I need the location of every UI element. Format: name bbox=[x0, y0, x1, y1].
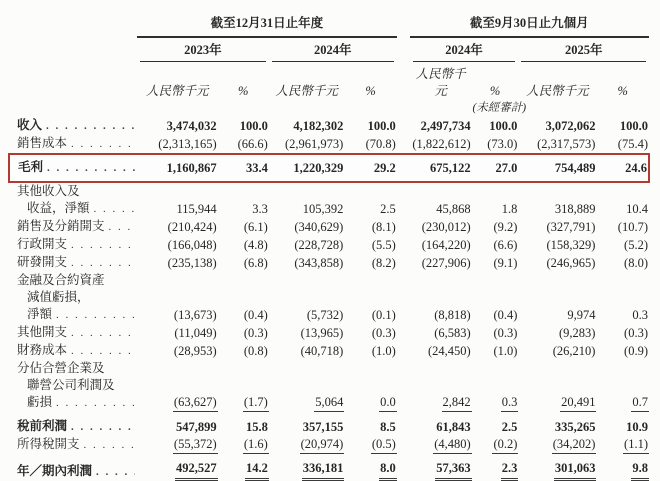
cell-value: (20,974) bbox=[300, 436, 345, 454]
cell-value: (246,965) bbox=[546, 256, 596, 270]
cell-value: 4,182,302 bbox=[293, 119, 344, 133]
percent-header: % bbox=[238, 84, 249, 98]
cell-value: (8.0) bbox=[624, 256, 648, 270]
unit-header: 人民幣千元 bbox=[526, 84, 589, 98]
cell-value: 301,063 bbox=[554, 460, 597, 481]
dot-leader bbox=[109, 218, 135, 236]
header-unaudited-row bbox=[9, 100, 649, 117]
cell-value: 3,474,032 bbox=[166, 119, 217, 133]
cell-value: (10.7) bbox=[617, 220, 648, 234]
cell-value: 57,363 bbox=[435, 460, 471, 481]
row-label-line: 其他收入及 bbox=[17, 184, 80, 198]
row-label: 財務成本 bbox=[17, 343, 68, 357]
cell-value: (0.3) bbox=[371, 326, 396, 340]
cell-value: (34,202) bbox=[552, 436, 597, 454]
cell-value: (0.3) bbox=[624, 326, 648, 340]
table-row-share-of-jv-results bbox=[9, 360, 649, 412]
cell-value: (228,728) bbox=[294, 238, 344, 252]
year-header-2025: 2025年 bbox=[521, 42, 646, 62]
cell-value: 0.3 bbox=[632, 308, 648, 322]
unit-header: 人民幣千元 bbox=[275, 84, 338, 98]
table-row-rd-expenses bbox=[9, 254, 649, 272]
cell-value: (70.8) bbox=[365, 137, 396, 151]
cell-value: (9.2) bbox=[493, 220, 518, 234]
cell-value: 754,489 bbox=[554, 161, 596, 175]
cell-value: 0.3 bbox=[501, 394, 519, 412]
row-label-line: 淨額 bbox=[27, 307, 53, 321]
unit-header: 人民幣千元 bbox=[146, 84, 209, 98]
cell-value: (75.4) bbox=[617, 137, 648, 151]
cell-value: 5,064 bbox=[314, 394, 344, 412]
cell-value: (0.4) bbox=[243, 308, 268, 322]
cell-value: (227,906) bbox=[421, 256, 471, 270]
cell-value: (5.2) bbox=[624, 238, 648, 252]
cell-value: (13,965) bbox=[300, 326, 344, 340]
cell-value: 61,843 bbox=[436, 420, 471, 434]
cell-value: (28,953) bbox=[173, 344, 217, 358]
cell-value: (2,317,573) bbox=[537, 137, 596, 151]
cell-value: (5,732) bbox=[306, 308, 344, 322]
cell-value: (4.8) bbox=[243, 238, 268, 252]
cell-value: (166,048) bbox=[167, 238, 217, 252]
cell-value: (1.0) bbox=[371, 344, 396, 358]
table-row-admin-expenses bbox=[9, 236, 649, 254]
cell-value: (0.1) bbox=[371, 308, 396, 322]
cell-value: 336,181 bbox=[302, 460, 345, 481]
row-label: 其他開支 bbox=[17, 325, 68, 339]
cell-value: 33.4 bbox=[245, 161, 268, 175]
dot-leader bbox=[46, 117, 135, 135]
cell-value: (6.8) bbox=[243, 256, 268, 270]
cell-value: 3.3 bbox=[252, 202, 268, 216]
dot-leader bbox=[96, 463, 135, 481]
dot-leader bbox=[56, 394, 135, 412]
cell-value: (235,138) bbox=[167, 256, 217, 270]
cell-value: (0.5) bbox=[371, 436, 397, 454]
cell-value: 14.2 bbox=[245, 460, 269, 481]
cell-value: 1,160,867 bbox=[166, 161, 217, 175]
cell-value: (63,627) bbox=[173, 394, 218, 412]
cell-value: 15.8 bbox=[245, 420, 268, 434]
row-label-line: 虧損 bbox=[27, 395, 53, 409]
cell-value: 100.0 bbox=[239, 119, 268, 133]
row-label: 研發開支 bbox=[17, 255, 68, 269]
cell-value: 492,527 bbox=[175, 460, 218, 481]
cell-value: (0.8) bbox=[243, 344, 268, 358]
table-row-impairment-losses bbox=[9, 272, 649, 324]
row-label-line: 分佔合營企業及 bbox=[17, 361, 105, 375]
table-row-cost-of-sales bbox=[9, 135, 649, 154]
row-label-line: 減值虧損， bbox=[27, 290, 90, 304]
cell-value: 357,155 bbox=[302, 420, 344, 434]
cell-value: (164,220) bbox=[421, 238, 471, 252]
cell-value: 45,868 bbox=[436, 202, 471, 216]
year-header-2023: 2023年 bbox=[140, 42, 266, 62]
cell-value: 100.0 bbox=[489, 119, 518, 133]
table-row-other-expenses bbox=[9, 324, 649, 342]
cell-value: (158,329) bbox=[546, 238, 596, 252]
cell-value: 2.3 bbox=[501, 460, 519, 481]
cell-value: (24,450) bbox=[427, 344, 471, 358]
dot-leader bbox=[71, 236, 135, 254]
percent-header: % bbox=[617, 84, 628, 98]
cell-value: (6,583) bbox=[434, 326, 471, 340]
cell-value: (0.9) bbox=[624, 344, 648, 358]
year-header-2024-9m: 2024年 bbox=[413, 42, 516, 62]
cell-value: (6.1) bbox=[243, 220, 268, 234]
header-unit-row bbox=[9, 62, 649, 100]
row-label-line: 收益，淨額 bbox=[27, 201, 90, 215]
cell-value: (66.6) bbox=[237, 137, 268, 151]
row-label: 毛利 bbox=[18, 160, 44, 174]
cell-value: 100.0 bbox=[619, 119, 648, 133]
cell-value: 2.5 bbox=[380, 202, 396, 216]
cell-value: 115,944 bbox=[176, 202, 217, 216]
cell-value: 547,899 bbox=[176, 420, 217, 434]
cell-value: (8.2) bbox=[371, 256, 396, 270]
cell-value: 10.4 bbox=[626, 202, 648, 216]
cell-value: (26,210) bbox=[552, 344, 596, 358]
unit-header: 人民幣千元 bbox=[415, 67, 466, 98]
table-row-finance-costs bbox=[9, 342, 649, 360]
dot-leader bbox=[84, 436, 135, 454]
cell-value: (0.2) bbox=[492, 436, 518, 454]
period-group-nine-months: 截至9月30日止九個月 bbox=[410, 8, 649, 37]
cell-value: (1.0) bbox=[493, 344, 518, 358]
dot-leader bbox=[56, 306, 135, 324]
cell-value: (1,822,612) bbox=[412, 137, 471, 151]
dot-leader bbox=[94, 200, 135, 218]
cell-value: (0.3) bbox=[243, 326, 268, 340]
row-label: 銷售及分銷開支 bbox=[17, 219, 105, 233]
cell-value: (6.6) bbox=[493, 238, 518, 252]
row-label-line: 金融及合約資產 bbox=[17, 273, 105, 287]
header-year-row bbox=[9, 37, 649, 62]
cell-value: (0.4) bbox=[493, 308, 518, 322]
cell-value: (2,961,973) bbox=[285, 137, 344, 151]
cell-value: 8.0 bbox=[379, 460, 397, 481]
cell-value: 9.8 bbox=[631, 460, 649, 481]
table-row-selling-expenses bbox=[9, 218, 649, 236]
cell-value: 0.0 bbox=[379, 394, 397, 412]
cell-value: (4,480) bbox=[433, 436, 471, 454]
cell-value: 1,220,329 bbox=[293, 161, 344, 175]
cell-value: 27.0 bbox=[495, 161, 518, 175]
period-group-annual: 截至12月31日止年度 bbox=[137, 8, 397, 37]
row-label: 所得稅開支 bbox=[17, 437, 80, 451]
cell-value: 2,842 bbox=[442, 394, 472, 412]
cell-value: 335,265 bbox=[554, 420, 596, 434]
dot-leader bbox=[71, 135, 135, 153]
cell-value: 9,974 bbox=[567, 308, 596, 322]
cell-value: 0.7 bbox=[631, 394, 649, 412]
cell-value: (73.0) bbox=[487, 137, 518, 151]
cell-value: (1.6) bbox=[243, 436, 269, 454]
cell-value: (13,673) bbox=[173, 308, 217, 322]
cell-value: (2,313,165) bbox=[158, 137, 217, 151]
row-label: 銷售成本 bbox=[17, 136, 68, 150]
cell-value: (1.1) bbox=[623, 436, 649, 454]
cell-value: (1.7) bbox=[243, 394, 269, 412]
cell-value: (343,858) bbox=[294, 256, 344, 270]
cell-value: (11,049) bbox=[174, 326, 217, 340]
cell-value: 2,497,734 bbox=[420, 119, 471, 133]
cell-value: (8.1) bbox=[371, 220, 396, 234]
cell-value: 1.8 bbox=[501, 202, 518, 216]
cell-value: 2.5 bbox=[501, 420, 518, 434]
dot-leader bbox=[71, 342, 135, 360]
cell-value: (327,791) bbox=[546, 220, 596, 234]
dot-leader bbox=[71, 418, 135, 436]
cell-value: (230,012) bbox=[421, 220, 471, 234]
dot-leader bbox=[71, 324, 135, 342]
cell-value: 105,392 bbox=[302, 202, 344, 216]
cell-value: 29.2 bbox=[373, 161, 396, 175]
dot-leader bbox=[47, 159, 135, 177]
cell-value: (340,629) bbox=[294, 220, 344, 234]
financial-table bbox=[8, 8, 650, 481]
row-label: 年／期內利潤 bbox=[17, 464, 93, 478]
percent-header: % bbox=[365, 84, 376, 98]
percent-header: % bbox=[489, 84, 501, 98]
table-row-income-tax bbox=[9, 436, 649, 454]
cell-value: 3,072,062 bbox=[545, 119, 596, 133]
cell-value: (210,424) bbox=[167, 220, 217, 234]
cell-value: 318,889 bbox=[554, 202, 596, 216]
cell-value: (5.5) bbox=[371, 238, 396, 252]
cell-value: (0.3) bbox=[493, 326, 518, 340]
cell-value: (40,718) bbox=[300, 344, 344, 358]
row-label-line: 聯營公司利潤及 bbox=[27, 378, 115, 392]
row-label: 稅前利潤 bbox=[17, 419, 68, 433]
cell-value: (55,372) bbox=[173, 436, 218, 454]
header-period-row bbox=[9, 8, 649, 37]
row-label: 收入 bbox=[17, 118, 43, 132]
cell-value: 8.5 bbox=[380, 420, 396, 434]
cell-value: (9.1) bbox=[493, 256, 518, 270]
cell-value: (9,283) bbox=[559, 326, 596, 340]
cell-value: 20,491 bbox=[560, 394, 596, 412]
table-row-profit-before-tax bbox=[9, 412, 649, 436]
table-row-profit-for-period bbox=[9, 454, 649, 481]
table-row-revenue bbox=[9, 117, 649, 135]
cell-value: 100.0 bbox=[367, 119, 396, 133]
unaudited-note: (未經審計) bbox=[472, 102, 527, 114]
year-header-2024: 2024年 bbox=[272, 42, 394, 62]
gross-profit-highlight-row bbox=[9, 154, 649, 182]
table-row-other-income bbox=[9, 182, 649, 218]
cell-value: 10.9 bbox=[626, 420, 648, 434]
cell-value: 24.6 bbox=[625, 161, 647, 175]
dot-leader bbox=[71, 254, 135, 272]
row-label: 行政開支 bbox=[17, 237, 68, 251]
cell-value: 675,122 bbox=[430, 161, 471, 175]
cell-value: (8,818) bbox=[434, 308, 471, 322]
